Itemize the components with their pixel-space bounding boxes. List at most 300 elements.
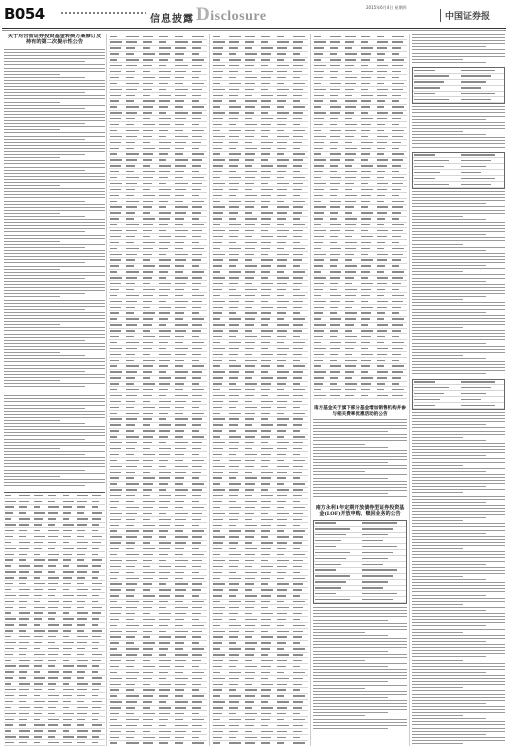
table-cell: [392, 283, 401, 284]
table-cell: [159, 53, 170, 54]
table-cell: [159, 389, 168, 390]
table-cell: [143, 171, 155, 172]
column-3: [212, 34, 308, 746]
table-cell: [34, 701, 45, 702]
newspaper-logo: 中国证券报: [440, 9, 490, 22]
text-line: [313, 666, 388, 667]
table-cell: [293, 130, 305, 131]
table-cell: [392, 189, 401, 190]
table-cell: [330, 389, 342, 390]
table-cell: [330, 112, 340, 113]
table-cell: [229, 312, 236, 313]
table-cell: [159, 442, 166, 443]
table-cell: [361, 153, 370, 154]
table-cell: [159, 731, 171, 732]
table-cell: [229, 59, 241, 60]
text-line: [4, 312, 105, 313]
text-line: [412, 715, 463, 716]
table-cell: [126, 395, 137, 396]
table-cell: [245, 312, 257, 313]
table-cell: [229, 407, 236, 408]
text-line: [412, 284, 505, 285]
table-cell: [213, 265, 222, 266]
table-cell: [192, 424, 201, 425]
table-cell: [159, 466, 166, 467]
table-cell: [314, 218, 323, 219]
table-cell: [192, 224, 204, 225]
table-cell: [245, 130, 255, 131]
table-cell: [175, 554, 182, 555]
table-cell: [261, 342, 270, 343]
table-row: [413, 403, 504, 409]
table-cell: [92, 713, 100, 714]
table-cell: [19, 542, 30, 543]
table-cell: [293, 259, 302, 260]
table-cell: [213, 507, 220, 508]
table-cell: [315, 587, 341, 588]
table-cell: [261, 41, 268, 42]
table-cell: [229, 301, 239, 302]
text-line: [4, 290, 105, 291]
table-cell: [229, 324, 239, 325]
table-cell: [192, 142, 201, 143]
text-line: [412, 213, 505, 214]
table-cell: [277, 354, 287, 355]
table-cell: [377, 201, 384, 202]
table-cell: [126, 507, 138, 508]
table-cell: [110, 460, 117, 461]
table-cell: [126, 59, 138, 60]
text-line: [412, 312, 486, 313]
table-cell: [213, 371, 225, 372]
table-cell: [5, 730, 11, 731]
text-line: [4, 86, 105, 87]
table-cell: [110, 224, 117, 225]
table-cell: [293, 47, 302, 48]
table-cell: [361, 189, 373, 190]
table-cell: [143, 183, 152, 184]
table-cell: [293, 148, 300, 149]
table-cell: [63, 660, 69, 661]
table-cell: [330, 183, 340, 184]
table-cell: [361, 95, 373, 96]
table-cell: [213, 365, 220, 366]
table-cell: [175, 53, 184, 54]
text-line: [313, 672, 407, 673]
table-cell: [159, 171, 170, 172]
table-cell: [143, 660, 150, 661]
table-cell: [293, 136, 303, 137]
table-cell: [159, 454, 170, 455]
table-cell: [345, 100, 357, 101]
page-number: B054: [4, 5, 45, 23]
table-cell: [314, 89, 326, 90]
table-cell: [213, 118, 223, 119]
table-cell: [245, 742, 255, 743]
table-cell: [314, 307, 324, 308]
table-cell: [192, 648, 204, 649]
text-line: [412, 147, 505, 148]
table-cell: [110, 118, 121, 119]
table-cell: [330, 136, 340, 137]
table-cell: [159, 548, 170, 549]
table-cell: [229, 277, 239, 278]
text-line: [313, 641, 407, 642]
table-cell: [213, 218, 222, 219]
table-row: [109, 741, 207, 746]
table-cell: [245, 389, 255, 390]
text-line: [412, 718, 486, 719]
text-line: [412, 131, 463, 132]
table-cell: [213, 666, 222, 667]
text-line: [4, 117, 105, 118]
table-cell: [361, 130, 370, 131]
text-line: [313, 703, 407, 704]
table-cell: [48, 559, 57, 560]
table-cell: [315, 558, 346, 559]
table-cell: [362, 564, 383, 565]
table-cell: [261, 672, 270, 673]
text-line: [313, 437, 407, 438]
table-cell: [392, 354, 401, 355]
table-cell: [229, 701, 239, 702]
table-cell: [126, 601, 138, 602]
table-cell: [213, 41, 225, 42]
table-cell: [213, 112, 225, 113]
table-cell: [293, 71, 302, 72]
table-cell: [392, 159, 402, 160]
table-cell: [175, 283, 186, 284]
text-line: [4, 368, 105, 369]
table-cell: [5, 689, 16, 690]
table-cell: [175, 472, 186, 473]
table-cell: [293, 501, 300, 502]
table-cell: [315, 528, 350, 529]
table-cell: [126, 259, 135, 260]
table-cell: [143, 360, 155, 361]
table-cell: [229, 713, 236, 714]
table-cell: [229, 672, 241, 673]
table-cell: [245, 65, 254, 66]
table-cell: [229, 483, 241, 484]
table-cell: [5, 618, 16, 619]
text-line: [4, 315, 105, 316]
table-cell: [245, 177, 255, 178]
table-cell: [126, 148, 133, 149]
text-line: [412, 675, 505, 676]
table-cell: [277, 165, 287, 166]
text-line: [412, 343, 486, 344]
table-cell: [110, 212, 121, 213]
table-row: [313, 393, 407, 399]
table-cell: [143, 613, 150, 614]
table-cell: [34, 630, 45, 631]
table-cell: [159, 566, 171, 567]
table-cell: [5, 595, 16, 596]
table-cell: [229, 554, 241, 555]
table-cell: [293, 153, 305, 154]
table-cell: [159, 725, 166, 726]
table-cell: [361, 277, 368, 278]
table-cell: [261, 148, 271, 149]
table-cell: [245, 448, 252, 449]
table-cell: [175, 418, 187, 419]
table-cell: [293, 89, 303, 90]
table-cell: [377, 383, 386, 384]
table-cell: [126, 383, 133, 384]
table-cell: [261, 477, 271, 478]
table-cell: [110, 448, 121, 449]
table-cell: [143, 583, 152, 584]
table-cell: [277, 442, 289, 443]
table-cell: [48, 689, 54, 690]
text-line: [412, 607, 505, 608]
table-cell: [5, 559, 13, 560]
table-cell: [34, 730, 43, 731]
text-line: [4, 386, 85, 387]
text-line: [313, 462, 388, 463]
table-cell: [277, 607, 289, 608]
table-cell: [245, 636, 252, 637]
table-cell: [192, 566, 201, 567]
table-cell: [175, 342, 182, 343]
table-cell: [345, 195, 357, 196]
table-cell: [175, 454, 184, 455]
table-cell: [175, 65, 187, 66]
table-cell: [143, 472, 150, 473]
text-line: [412, 505, 505, 506]
text-line: [4, 318, 105, 319]
table-cell: [330, 307, 339, 308]
text-line: [412, 455, 486, 456]
text-line: [4, 157, 60, 158]
table-cell: [110, 189, 121, 190]
table-cell: [245, 336, 257, 337]
table-cell: [159, 472, 171, 473]
table-cell: [63, 671, 72, 672]
text-line: [4, 296, 60, 297]
table-cell: [159, 301, 166, 302]
table-cell: [143, 100, 155, 101]
table-cell: [245, 731, 252, 732]
table-cell: [159, 277, 166, 278]
table-cell: [377, 183, 389, 184]
table-cell: [277, 130, 284, 131]
table-cell: [143, 572, 155, 573]
text-line: [412, 737, 505, 738]
table-cell: [175, 118, 186, 119]
table-cell: [213, 424, 223, 425]
text-line: [412, 536, 505, 537]
text-line: [412, 474, 505, 475]
text-line: [313, 660, 365, 661]
text-line: [313, 459, 407, 460]
table-cell: [330, 36, 342, 37]
table-cell: [314, 189, 324, 190]
table-cell: [159, 377, 171, 378]
table-cell: [92, 742, 98, 743]
table-col2: [109, 34, 207, 746]
table-cell: [361, 212, 373, 213]
table-cell: [110, 41, 122, 42]
table-cell: [293, 95, 302, 96]
table-cell: [245, 330, 252, 331]
section-title-en: [196, 4, 267, 26]
table-cell: [314, 277, 326, 278]
table-cell: [392, 106, 404, 107]
table-cell: [245, 578, 255, 579]
text-line: [313, 623, 407, 624]
table-cell: [192, 472, 201, 473]
table-cell: [414, 405, 435, 406]
table-cell: [213, 684, 223, 685]
table-cell: [92, 618, 100, 619]
text-line: [4, 435, 105, 436]
table-cell: [277, 377, 287, 378]
table-cell: [377, 295, 384, 296]
table-cell: [293, 383, 300, 384]
table-cell: [377, 189, 387, 190]
text-line: [4, 473, 105, 474]
text-line: [412, 545, 505, 546]
table-cell: [192, 654, 203, 655]
table-cell: [245, 265, 257, 266]
text-line: [412, 355, 463, 356]
table-cell: [277, 201, 284, 202]
table-cell: [63, 701, 71, 702]
text-line: [4, 426, 105, 427]
table-cell: [192, 601, 204, 602]
table-cell: [192, 112, 203, 113]
table-cell: [213, 619, 222, 620]
table-cell: [345, 165, 352, 166]
table-cell: [159, 601, 168, 602]
table-cell: [245, 525, 257, 526]
table-cell: [213, 607, 225, 608]
table-cell: [229, 218, 236, 219]
table-cell: [143, 95, 150, 96]
table-cell: [175, 489, 187, 490]
table-cell: [143, 312, 155, 313]
table-cell: [175, 307, 186, 308]
table-cell: [229, 395, 239, 396]
table-cell: [277, 112, 289, 113]
table-cell: [392, 318, 404, 319]
table-cell: [377, 254, 389, 255]
table-cell: [143, 106, 154, 107]
table-cell: [293, 678, 303, 679]
table-cell: [159, 530, 168, 531]
table-cell: [392, 312, 399, 313]
table-cell: [159, 560, 166, 561]
table-cell: [175, 548, 184, 549]
table-cell: [175, 513, 187, 514]
table-cell: [229, 572, 236, 573]
table-cell: [377, 324, 389, 325]
table-cell: [361, 383, 371, 384]
table-cell: [213, 53, 222, 54]
table-cell: [175, 189, 186, 190]
table-cell: [126, 725, 137, 726]
table-cell: [277, 695, 284, 696]
table-cell: [48, 707, 56, 708]
table-cell: [314, 100, 323, 101]
table-cell: [126, 389, 138, 390]
table-cell: [229, 389, 241, 390]
table-cell: [229, 365, 241, 366]
table-cell: [314, 124, 323, 125]
table-cell: [126, 472, 135, 473]
table-cell: [277, 189, 287, 190]
text-line: [4, 383, 105, 384]
table-cell: [192, 719, 204, 720]
text-line: [412, 349, 505, 350]
table-cell: [110, 389, 117, 390]
table-cell: [92, 589, 101, 590]
table-cell: [277, 360, 286, 361]
table-cell: [377, 118, 387, 119]
table-cell: [192, 430, 199, 431]
table-cell: [213, 495, 223, 496]
table-cell: [261, 383, 271, 384]
table-cell: [175, 254, 187, 255]
table-cell: [126, 165, 135, 166]
table-cell: [261, 65, 268, 66]
table-cell: [277, 619, 286, 620]
table-cell: [229, 53, 236, 54]
table-cell: [277, 530, 284, 531]
table-cell: [361, 248, 370, 249]
table-cell: [126, 118, 135, 119]
table-cell: [293, 648, 305, 649]
table-cell: [110, 713, 119, 714]
table-cell: [143, 707, 150, 708]
table-cell: [245, 695, 255, 696]
text-line: [412, 517, 486, 518]
table-cell: [345, 47, 352, 48]
text-line: [412, 427, 505, 428]
table-cell: [126, 330, 135, 331]
table-cell: [277, 59, 284, 60]
text-line: [4, 377, 105, 378]
table-cell: [293, 530, 305, 531]
table-cell: [261, 324, 268, 325]
table-cell: [315, 552, 350, 553]
table-cell: [63, 713, 74, 714]
table-cell: [19, 530, 27, 531]
table-cell: [330, 142, 339, 143]
table-cell: [110, 442, 122, 443]
table-cell: [245, 224, 255, 225]
table-cell: [277, 413, 284, 414]
table-cell: [461, 405, 496, 406]
table-cell: [229, 295, 241, 296]
table-cell: [330, 248, 342, 249]
text-line: [313, 456, 407, 457]
table-cell: [277, 100, 286, 101]
text-line: [4, 145, 105, 146]
text-line: [4, 256, 105, 257]
table-cell: [213, 648, 220, 649]
table-cell: [19, 501, 28, 502]
table-cell: [277, 365, 284, 366]
table-cell: [293, 165, 302, 166]
table-cell: [19, 536, 25, 537]
table-cell: [229, 354, 238, 355]
table-cell: [192, 554, 204, 555]
table-cell: [48, 701, 57, 702]
table-cell: [34, 501, 42, 502]
